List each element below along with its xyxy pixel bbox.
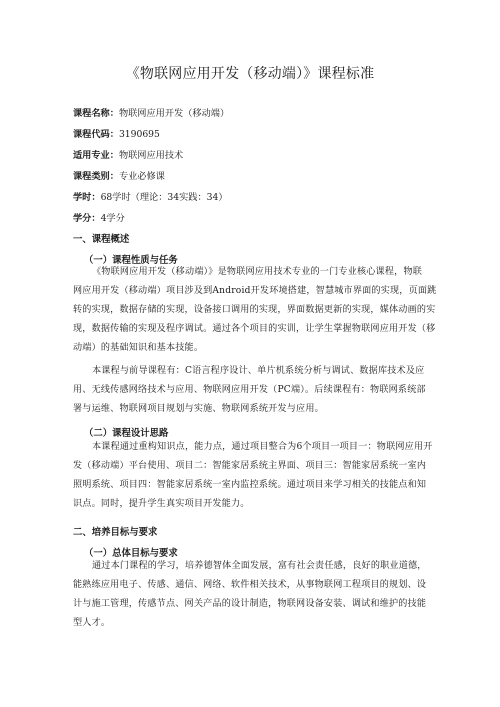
paragraph-line: 现，数据传输的实现及程序调试。通过各个项目的实训，让学生掌握物联网应用开发（移: [73, 323, 436, 334]
meta-value: 物联网应用开发（移动端）: [118, 108, 230, 119]
meta-key: 课程类别：: [73, 171, 119, 182]
paragraph-line: 《物联网应用开发（移动端）》是物联网应用技术专业的一门专业核心课程，物联: [92, 267, 423, 277]
meta-hours: [73, 191, 228, 204]
meta-value: 4学分: [100, 213, 125, 224]
meta-value: 68学时（理论：34实践：34）: [100, 192, 228, 203]
meta-credits: [73, 212, 125, 225]
meta-value: 3190695: [118, 129, 160, 140]
paragraph-line: 动端）的基础知识和基本技能。: [73, 342, 204, 353]
paragraph-line: 网应用开发（移动端）项目涉及到Android开发环境搭建，智慧城市界面的实现，页面跳: [73, 285, 437, 296]
paragraph-line: 署与运维、物联网项目规划与实施、物联网系统开发与应用。: [73, 403, 324, 414]
paragraph-line: 能熟练应用电子、传感、通信、网络、软件相关技术，从事物联网工程项目的规划、设: [73, 579, 427, 590]
paragraph-line: 本课程与前导课程有：C语言程序设计、单片机系统分析与调试、数据库技术及应: [92, 366, 425, 376]
meta-value: 物联网应用技术: [118, 150, 184, 161]
paragraph-overall-goals: [73, 557, 435, 633]
meta-key: 课程名称：: [73, 108, 119, 119]
paragraph-line: 通过本门课程的学习，培养德智体全面发展，富有社会责任感，良好的职业道德，: [92, 561, 427, 571]
meta-category: [73, 170, 165, 183]
paragraph-line: 识点。同时，提升学生真实项目开发能力。: [73, 498, 250, 509]
section-heading-goals: 二、培养目标与要求: [73, 527, 158, 538]
paragraph-line: 计与施工管理，传感节点、网关产品的设计制造，物联网设备安装、调试和维护的技能: [73, 598, 427, 609]
paragraph-line: 型人才。: [73, 617, 111, 628]
meta-key: 学分：: [73, 213, 101, 224]
meta-key: 课程代码：: [73, 129, 119, 140]
meta-course-name: [73, 107, 229, 120]
paragraph-course-design: [73, 438, 435, 514]
meta-key: 学时：: [73, 192, 101, 203]
meta-key: 适用专业：: [73, 150, 119, 161]
paragraph-line: 发（移动端）平台使用、项目二：智能家居系统主界面、项目三：智能家居系统一室内: [73, 460, 427, 471]
subsection-heading-overall-goals: （一）总体目标与要求: [84, 548, 178, 559]
meta-value: 专业必修课: [118, 171, 165, 182]
paragraph-related-courses: [73, 362, 435, 419]
subsection-heading-nature: （一）课程性质与任务: [84, 255, 178, 266]
subsection-heading-design: （二）课程设计思路: [84, 428, 169, 439]
meta-course-code: [73, 128, 160, 141]
paragraph-line: 转的实现，数据存储的实现，设备接口调用的实现，界面数据更新的实现，媒体动画的实: [73, 304, 436, 315]
paragraph-line: 本课程通过重构知识点，能力点，通过项目整合为6个项目一项目一：物联网应用开: [92, 442, 433, 452]
section-heading-overview: 一、课程概述: [73, 234, 130, 245]
document-title: 《物联网应用开发（移动端）》课程标准: [125, 66, 375, 82]
paragraph-course-nature: [73, 263, 435, 358]
paragraph-line: 照明系统、项目四：智能家居系统一室内监控系统。通过项目来学习相关的技能点和知: [73, 479, 427, 490]
meta-major: [73, 149, 183, 162]
paragraph-line: 用、无线传感网络技术与应用、物联网应用开发（PC端）。后续课程有：物联网系统部: [73, 384, 426, 395]
